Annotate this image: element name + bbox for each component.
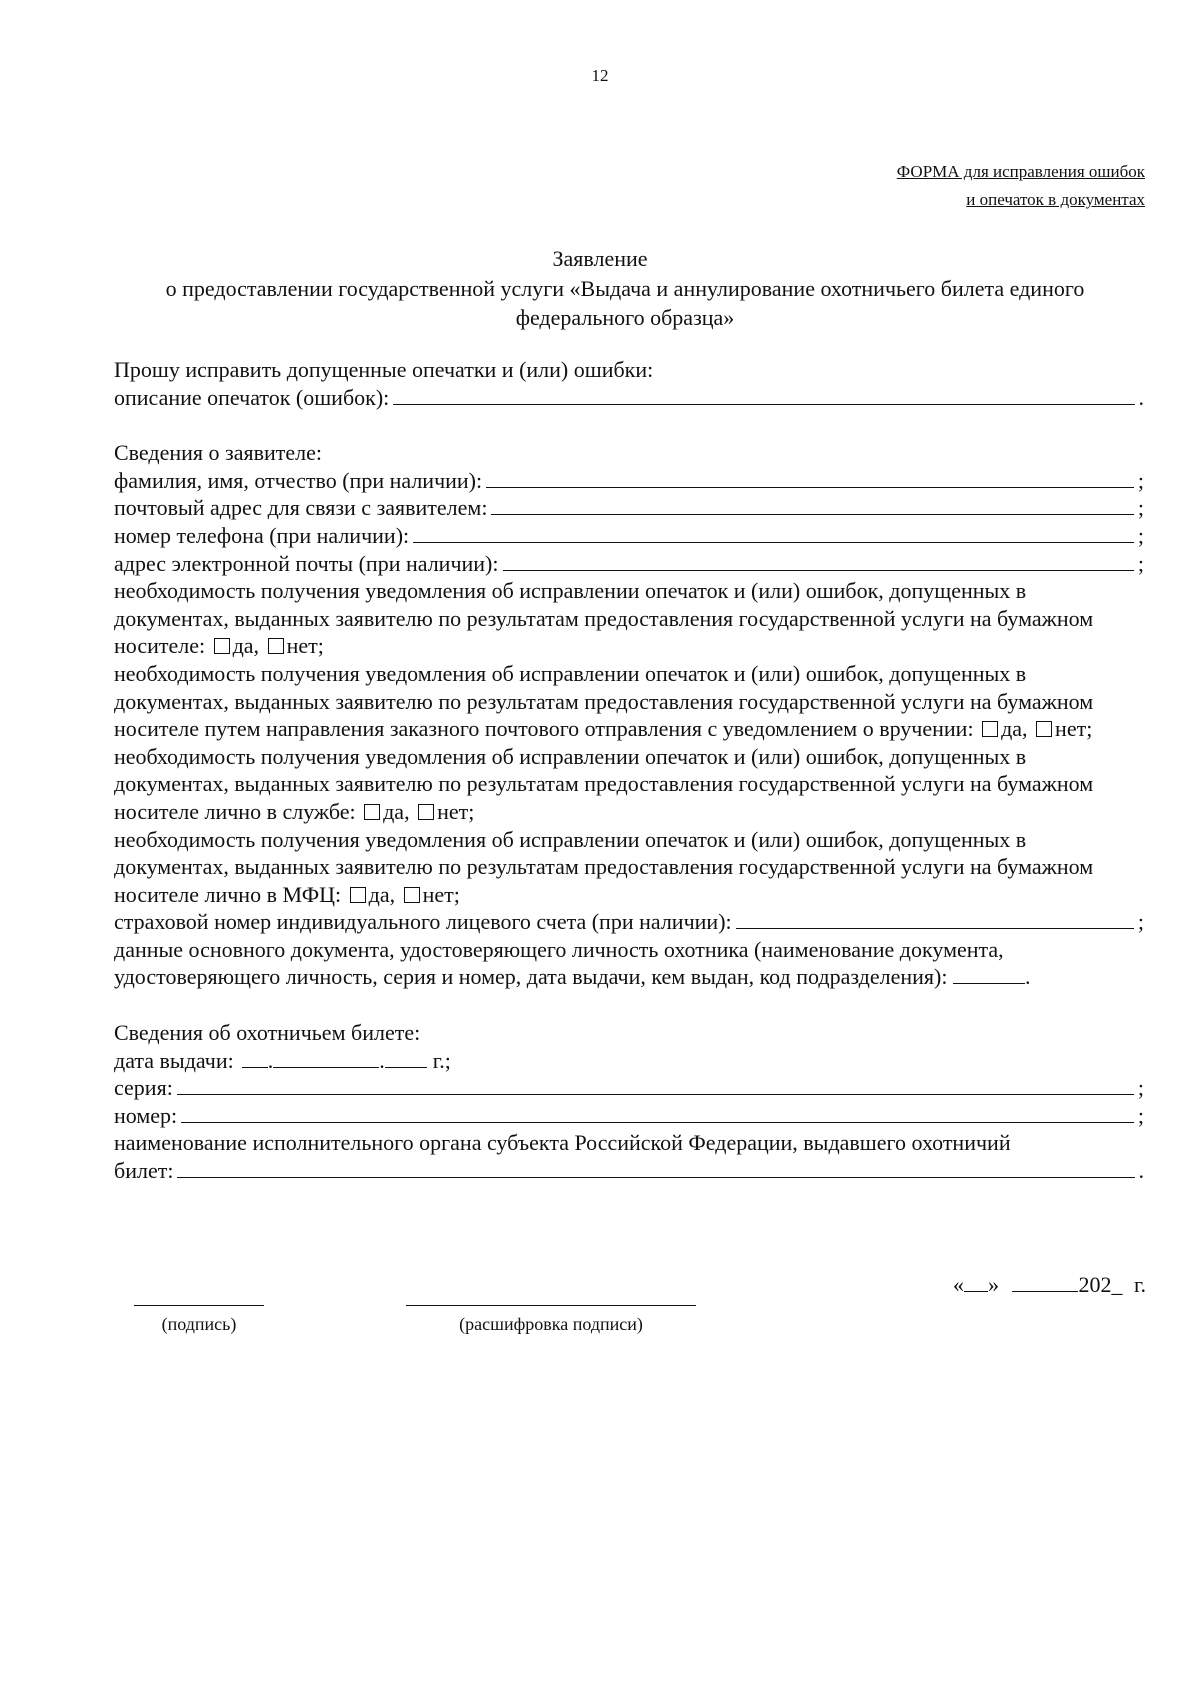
signature-date: « » 202_ г.: [952, 1272, 1146, 1297]
document-row: данные основного документа, удостоверяющего личность охотника (наименование документа, удостоверяющего личность, серия и номер, дата выдачи, кем выдан, код подразделения): .: [114, 936, 1031, 990]
description-label: описание опечаток (ошибок):: [114, 384, 390, 410]
authority-label: билет:: [114, 1158, 174, 1184]
issue-date-label: дата выдачи:: [114, 1047, 234, 1073]
issue-day-field[interactable]: [242, 1049, 268, 1068]
snils-label: страховой номер индивидуального лицевого счета (при наличии):: [114, 909, 732, 935]
description-row: описание опечаток (ошибок): .: [114, 384, 1144, 410]
notice-mail: необходимость получения уведомления об исправлении опечаток и (или) ошибок, допущенных в документах, выданных заявителю по результатам предоставления государственной услуги на бумажном носителе путем направления заказного почтового отправления с уведомлением о вручении: да, нет;: [114, 660, 1094, 742]
phone-field[interactable]: [413, 522, 1134, 543]
ticket-heading: Сведения об охотничьем билете:: [114, 1020, 421, 1046]
notice-mfc-yes-checkbox[interactable]: [350, 887, 366, 903]
notice-mail-yes-checkbox[interactable]: [982, 721, 998, 737]
series-row: серия: ;: [114, 1075, 1144, 1101]
notice-paper-yes-checkbox[interactable]: [214, 638, 230, 654]
notice-paper-no-checkbox[interactable]: [268, 638, 284, 654]
signature-field[interactable]: [134, 1285, 264, 1306]
full-name-field[interactable]: [486, 467, 1134, 488]
page-number: 12: [591, 66, 609, 85]
form-label-line2: и опечаток в документах: [966, 190, 1145, 209]
number-field[interactable]: [181, 1102, 1134, 1123]
document-field[interactable]: [953, 965, 1025, 984]
issue-month-field[interactable]: [273, 1049, 379, 1068]
form-label: [897, 158, 1145, 214]
notice-mfc-no-checkbox[interactable]: [404, 887, 420, 903]
issue-year-field[interactable]: [385, 1049, 427, 1068]
phone-row: номер телефона (при наличии): ;: [114, 522, 1144, 548]
document-label: данные основного документа, удостоверяющего личность охотника (наименование документа, удостоверяющего личность, серия и номер, дата выдачи, кем выдан, код подразделения):: [114, 936, 1004, 990]
full-name-label: фамилия, имя, отчество (при наличии):: [114, 467, 483, 493]
signature-decode-block: [406, 1285, 696, 1335]
notice-mail-no-checkbox[interactable]: [1036, 721, 1052, 737]
postal-field[interactable]: [491, 494, 1133, 515]
date-month-field[interactable]: [1012, 1273, 1078, 1292]
document-subtitle: о предоставлении государственной услуги «Выдача и аннулирование охотничьего билета единого федерального образца»: [165, 276, 1085, 330]
signature-decode-field[interactable]: [406, 1285, 696, 1306]
full-name-row: фамилия, имя, отчество (при наличии): ;: [114, 467, 1144, 493]
authority-field[interactable]: [177, 1157, 1134, 1178]
request-line: Прошу исправить допущенные опечатки и (или) ошибки:: [114, 357, 654, 382]
series-label: серия:: [114, 1075, 173, 1101]
email-label: адрес электронной почты (при наличии):: [114, 550, 499, 576]
snils-field[interactable]: [736, 908, 1134, 929]
postal-row: почтовый адрес для связи с заявителем: ;: [114, 495, 1144, 521]
notice-paper: необходимость получения уведомления об исправлении опечаток и (или) ошибок, допущенных в документах, выданных заявителю по результатам предоставления государственной услуги на бумажном носителе: да, нет;: [114, 578, 1094, 659]
notice-mfc: необходимость получения уведомления об исправлении опечаток и (или) ошибок, допущенных в документах, выданных заявителю по результатам предоставления государственной услуги на бумажном носителе лично в МФЦ: да, нет;: [114, 826, 1094, 907]
notice-service-yes-checkbox[interactable]: [364, 804, 380, 820]
document-title: Заявление: [552, 246, 648, 271]
signature-block: [134, 1285, 264, 1335]
applicant-heading: Сведения о заявителе:: [114, 440, 323, 466]
phone-label: номер телефона (при наличии):: [114, 522, 410, 548]
description-field[interactable]: [393, 384, 1134, 405]
form-label-line1: ФОРМА для исправления ошибок: [896, 162, 1145, 181]
postal-label: почтовый адрес для связи с заявителем:: [114, 495, 488, 521]
signature-decode-caption: (расшифровка подписи): [459, 1314, 643, 1334]
signature-caption: (подпись): [161, 1314, 237, 1334]
number-label: номер:: [114, 1102, 178, 1128]
form-body: [114, 356, 1144, 1185]
notice-service-no-checkbox[interactable]: [418, 804, 434, 820]
number-row: номер: ;: [114, 1102, 1144, 1128]
date-day-field[interactable]: [964, 1273, 988, 1292]
series-field[interactable]: [177, 1074, 1134, 1095]
email-field[interactable]: [503, 550, 1134, 571]
authority-row: билет: .: [114, 1158, 1144, 1184]
issue-date-row: дата выдачи: . . г.;: [114, 1047, 451, 1073]
notice-service: необходимость получения уведомления об исправлении опечаток и (или) ошибок, допущенных в документах, выданных заявителю по результатам предоставления государственной услуги на бумажном носителе лично в службе: да, нет;: [114, 743, 1094, 824]
snils-row: страховой номер индивидуального лицевого счета (при наличии): ;: [114, 909, 1144, 935]
email-row: адрес электронной почты (при наличии): ;: [114, 550, 1144, 576]
authority-text: наименование исполнительного органа субъекта Российской Федерации, выдавшего охотничий: [114, 1130, 1011, 1156]
